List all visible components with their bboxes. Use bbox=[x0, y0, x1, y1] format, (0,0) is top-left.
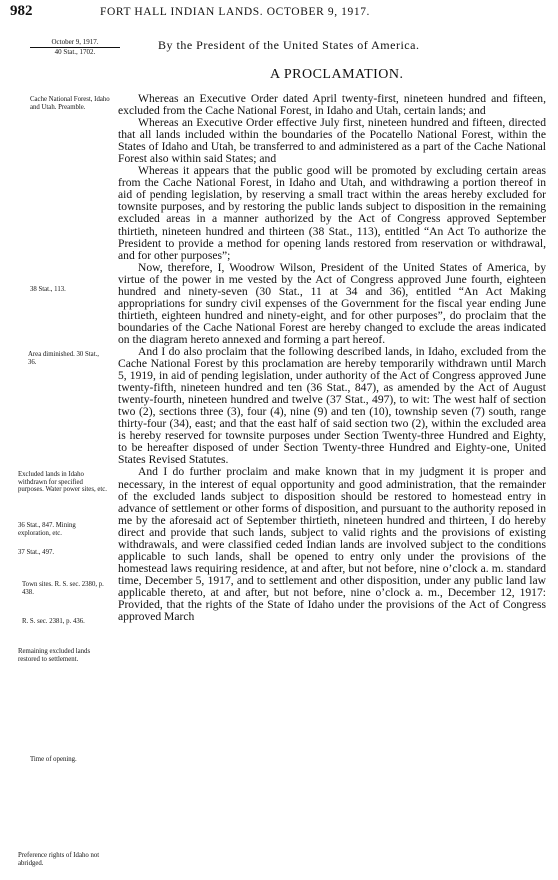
margin-note: 37 Stat., 497. bbox=[18, 549, 55, 556]
paragraph: Whereas it appears that the public good will be promoted by excluding certain areas from the Cache National Forest, in Idaho and Utah, and withdrawing a portion thereof in aid of pending legislation, by reserving a small tract within the areas hereby excluded for townsite purposes, and by restoring the public lands subject to disposition in the remaining excluded areas in a manner authorized by the Act of Congress approved September thirtieth, nineteen hundred and thirteen (38 Stat., 113), entitled “An Act To authorize the President to provide a method for opening lands restored from reservation or withdrawal, and for other purposes”; bbox=[118, 164, 546, 262]
paragraph: Now, therefore, I, Woodrow Wilson, President of the United States of America, by virtue of the power in me vested by the Act of Congress approved June fourth, eighteen hundred and ninety-seven (30 Stat., 11 at 34 and 36), entitled “An Act Making appropriations for sundry civil expenses of the Government for the fiscal year ending June thirtieth, eighteen hundred and ninety-eight, and for other purposes”, do proclaim that the boundaries of the Cache National Forest are hereby changed to exclude the areas indicated on the diagram hereto annexed and forming a part hereof. bbox=[118, 260, 546, 346]
margin-note: Excluded lands in Idaho withdrawn for specified purposes. Water power sites, etc. bbox=[18, 471, 107, 494]
paragraph: And I do further proclaim and make known that in my judgment it is proper and necessary, in the interest of equal opportunity and good administration, that the remainder of the excluded lands subject to disposition should be restored to homestead entry in advance of settlement or other forms of disposition, and pursuant to the authority reposed in me by the aforesaid act of September thirtieth, nineteen hundred and thirteen, I do hereby direct and provide that such lands, subject to valid rights and the provisions of existing withdrawals, and were classified ceded Indian lands are involved subject to the conditions applicable to such lands, shall be opened to entry only under the provisions of the homestead laws requiring residence, at and after, but not before, nine o’clock a. m. standard time, December 5, 1917, and to settlement and other disposition, under any public land law applicable thereto, at and after, but not before, nine o’clock a. m., December 12, 1917: Provided, that the rights of the State of Idaho under the provisions of the Act of Congress approved March bbox=[118, 465, 546, 624]
page-number: 982 bbox=[10, 3, 33, 19]
margin-note: Remaining excluded lands restored to settlement. bbox=[18, 648, 91, 663]
running-head: FORT HALL INDIAN LANDS. OCTOBER 9, 1917. bbox=[100, 6, 371, 18]
date-note-date: October 9, 1917. bbox=[30, 38, 120, 48]
margin-note: 38 Stat., 113. bbox=[30, 286, 66, 293]
margin-note: Town sites. R. S. sec. 2380, p. 438. bbox=[22, 581, 104, 596]
margin-note: Preference rights of Idaho not abridged. bbox=[18, 852, 100, 867]
margin-note: Time of opening. bbox=[30, 756, 77, 763]
date-note-statute: 40 Stat., 1702. bbox=[54, 47, 96, 56]
margin-note: Area diminished. 30 Stat., 36. bbox=[28, 351, 99, 366]
margin-note: 36 Stat., 847. Mining exploration, etc. bbox=[18, 522, 76, 537]
margin-notes bbox=[0, 0, 108, 880]
president-line: By the President of the United States of America. bbox=[158, 38, 420, 52]
paragraph: And I do also proclaim that the following described lands, in Idaho, excluded from the Cache National Forest by this proclamation are hereby temporarily withdrawn until March 5, 1919, in aid of pending legislation, under authority of the Act of Congress approved June twenty-fifth, nineteen hundred and ten (36 Stat., 847), as amended by the Act of August twenty-fourth, nineteen hundred and twelve (37 Stat., 497), to wit: The west half of section two (2), sections three (3), four (4), nine (9) and ten (10), township seven (7) south, range thirty-four (34), east; and that the east half of said section two (2), within the excluded area is hereby reserved for townsite purposes under Section Twenty-three Hundred and Eighty, to be hereafter disposed of under Section Twenty-three Hundred and Eighty-one, United States Revised Statutes. bbox=[118, 344, 546, 467]
proclamation-title: A PROCLAMATION. bbox=[270, 67, 404, 82]
proclamation-body bbox=[118, 93, 546, 623]
paragraph: Whereas an Executive Order effective July first, nineteen hundred and fifteen, directed that all lands included within the boundaries of the Pocatello National Forest, within the States of Idaho and Utah, be transferred to and administered as a part of the Cache National Forest also within said States; and bbox=[118, 116, 546, 166]
margin-note: Cache National Forest, Idaho and Utah. Preamble. bbox=[30, 96, 110, 111]
paragraph: Whereas an Executive Order dated April twenty-first, nineteen hundred and fifteen, excluded from the Cache National Forest, in Idaho and Utah, certain lands; and bbox=[118, 92, 546, 118]
margin-note: R. S. sec. 2381, p. 436. bbox=[22, 618, 85, 625]
